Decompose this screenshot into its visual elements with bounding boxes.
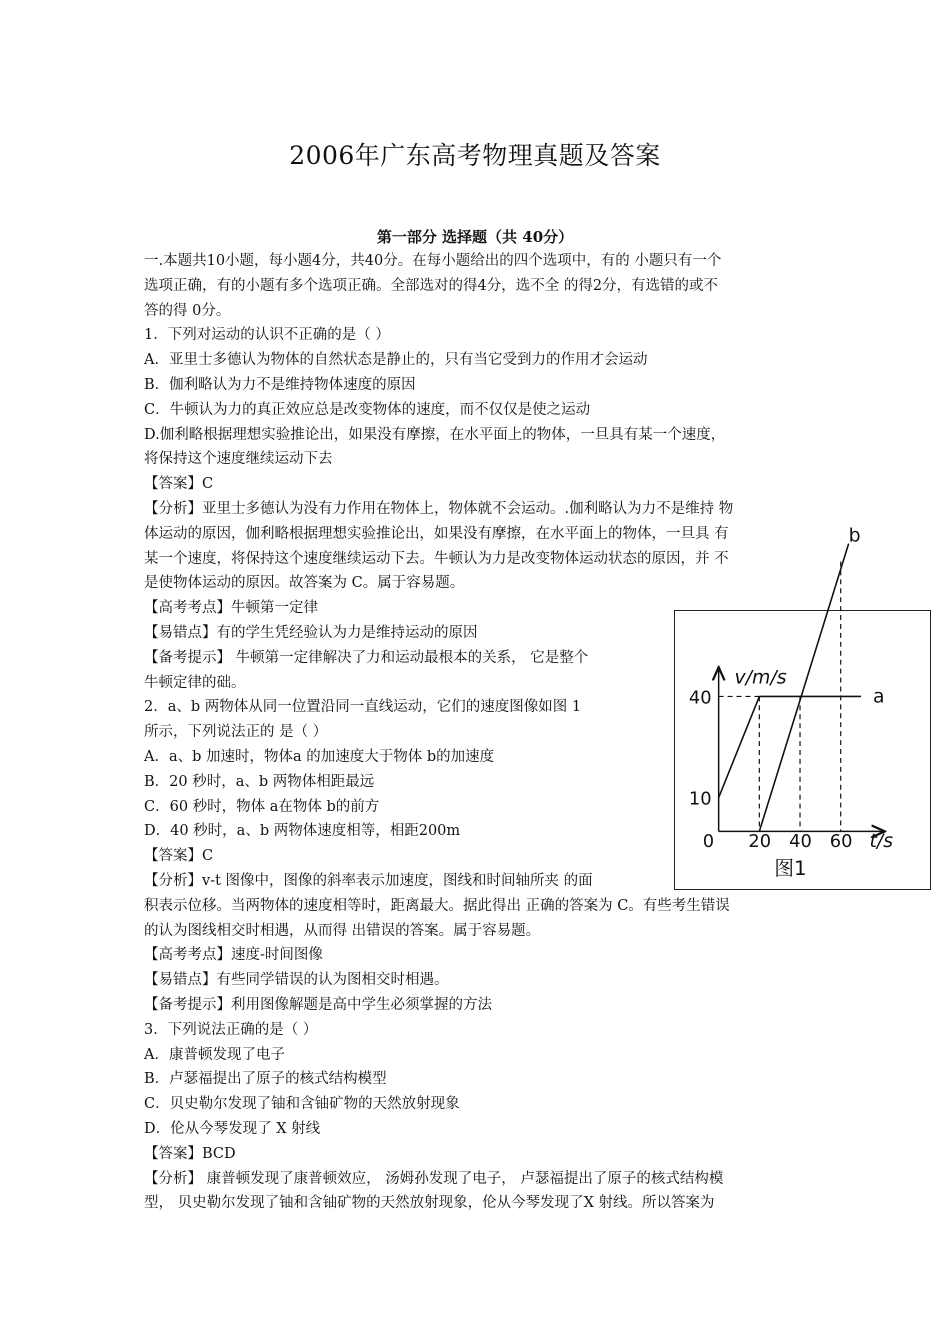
text-line: 【分析】 康普顿发现了康普顿效应， 汤姆孙发现了电子， 卢瑟福提出了原子的核式结构模 [144, 1170, 724, 1187]
y-tick-label: 10 [688, 788, 712, 810]
text-line: 的认为图线相交时相遇，从而得 出错误的答案。属于容易题。 [144, 922, 541, 939]
text-line: A．a、b 加速时，物体a 的加速度大于物体 b的加速度 [144, 749, 495, 765]
text-line: 【备考提示】 牛顿第一定律解决了力和运动最根本的关系， 它是整个 [144, 649, 589, 666]
x-tick-label: 60 [829, 831, 853, 853]
text-line: 2．a、b 两物体从同一位置沿同一直线运动，它们的速度图像如图 1 [144, 699, 582, 716]
text-line: C．牛顿认为力的真正效应总是改变物体的速度，而不仅仅是使之运动 [144, 401, 591, 418]
section-title: 第一部分 选择题（共 40分） [376, 228, 574, 246]
text-line: B．20 秒时，a、b 两物体相距最远 [144, 773, 375, 790]
text-line: D.伽利略根据理想实验推论出，如果没有摩擦，在水平面上的物体，一旦具有某一个速度， [144, 426, 726, 443]
text-line: 所示，下列说法正的 是（ ） [144, 724, 328, 741]
text-line: A．亚里士多德认为物体的自然状态是静止的，只有当它受到力的作用才会运动 [144, 352, 648, 369]
text-line: 牛顿定律的础。 [144, 674, 246, 691]
text-line: D．40 秒时，a、b 两物体速度相等，相距200m [144, 823, 461, 840]
x-tick-label: 0 [702, 831, 715, 853]
text-line: A．康普顿发现了电子 [144, 1046, 285, 1063]
text-line: 1．下列对运动的认识不正确的是（ ） [144, 327, 390, 344]
text-line: B．伽利略认为力不是维持物体速度的原因 [144, 377, 416, 393]
series-b-label: b [848, 525, 861, 547]
text-line: 【分析】亚里士多德认为没有力作用在物体上，物体就不会运动。.伽利略认为力不是维持 物 [144, 501, 734, 517]
y-tick-label: 40 [688, 687, 712, 709]
text-line: 型， 贝史勒尔发现了铀和含铀矿物的天然放射现象，伦从今琴发现了X 射线。所以答案为 [144, 1195, 715, 1212]
page-title: 2006年广东高考物理真题及答案 [289, 141, 661, 170]
y-axis-label: v/m/s [734, 667, 787, 689]
text-line: 【答案】C [144, 848, 214, 865]
text-line: 【分析】v-t 图像中，图像的斜率表示加速度，图线和时间轴所夹 的面 [144, 873, 593, 889]
text-line: 【易错点】有的学生凭经验认为力是维持运动的原因 [144, 625, 478, 641]
text-line: 体运动的原因，伽利略根据理想实验推论出，如果没有摩擦，在水平面上的物体，一旦具 有 [144, 525, 729, 542]
figure-caption: 图1 [774, 857, 807, 881]
x-tick-label: 20 [748, 831, 772, 853]
series-a-segment [719, 696, 760, 797]
text-line: 3．下列说法正确的是（ ） [144, 1021, 318, 1038]
text-line: 某一个速度，将保持这个速度继续运动下去。牛顿认为力是改变物体运动状态的原因，并 不 [144, 550, 729, 567]
text-line: C．贝史勒尔发现了铀和含铀矿物的天然放射现象 [144, 1096, 460, 1113]
text-line: C．60 秒时，物体 a在物体 b的前方 [144, 798, 380, 815]
x-tick-label: 40 [789, 831, 812, 853]
text-line: 【答案】C [144, 476, 214, 493]
text-line: 【高考考点】速度-时间图像 [144, 947, 323, 964]
text-line: D．伦从今琴发现了 X 射线 [144, 1121, 321, 1137]
x-axis-label: t/s [869, 831, 894, 853]
text-line: 答的得 0分。 [144, 302, 231, 319]
text-line: 积表示位移。当两物体的速度相等时，距离最大。据此得出 正确的答案为 C。有些考生错误 [144, 897, 730, 914]
text-line: 【易错点】有些同学错误的认为图相交时相遇。 [144, 972, 449, 989]
text-line: 一.本题共10小题，每小题4分，共40分。在每小题给出的四个选项中，有的 小题只有一个 [144, 253, 722, 269]
text-line: 将保持这个速度继续运动下去 [144, 451, 333, 468]
text-line: 选项正确，有的小题有多个选项正确。全部选对的得4分，选不全 的得2分，有选错的或不 [144, 277, 719, 294]
text-line: B．卢瑟福提出了原子的核式结构模型 [144, 1071, 387, 1088]
text-line: 【答案】BCD [144, 1145, 236, 1162]
text-line: 【备考提示】利用图像解题是高中学生必须掌握的方法 [144, 997, 492, 1013]
figure-1-velocity-time-graph [674, 525, 931, 890]
text-line: 是使物体运动的原因。故答案为 C。属于容易题。 [144, 575, 465, 592]
text-line: 【高考考点】牛顿第一定律 [144, 600, 318, 617]
velocity-time-chart [675, 525, 930, 889]
series-a-label: a [872, 686, 885, 708]
